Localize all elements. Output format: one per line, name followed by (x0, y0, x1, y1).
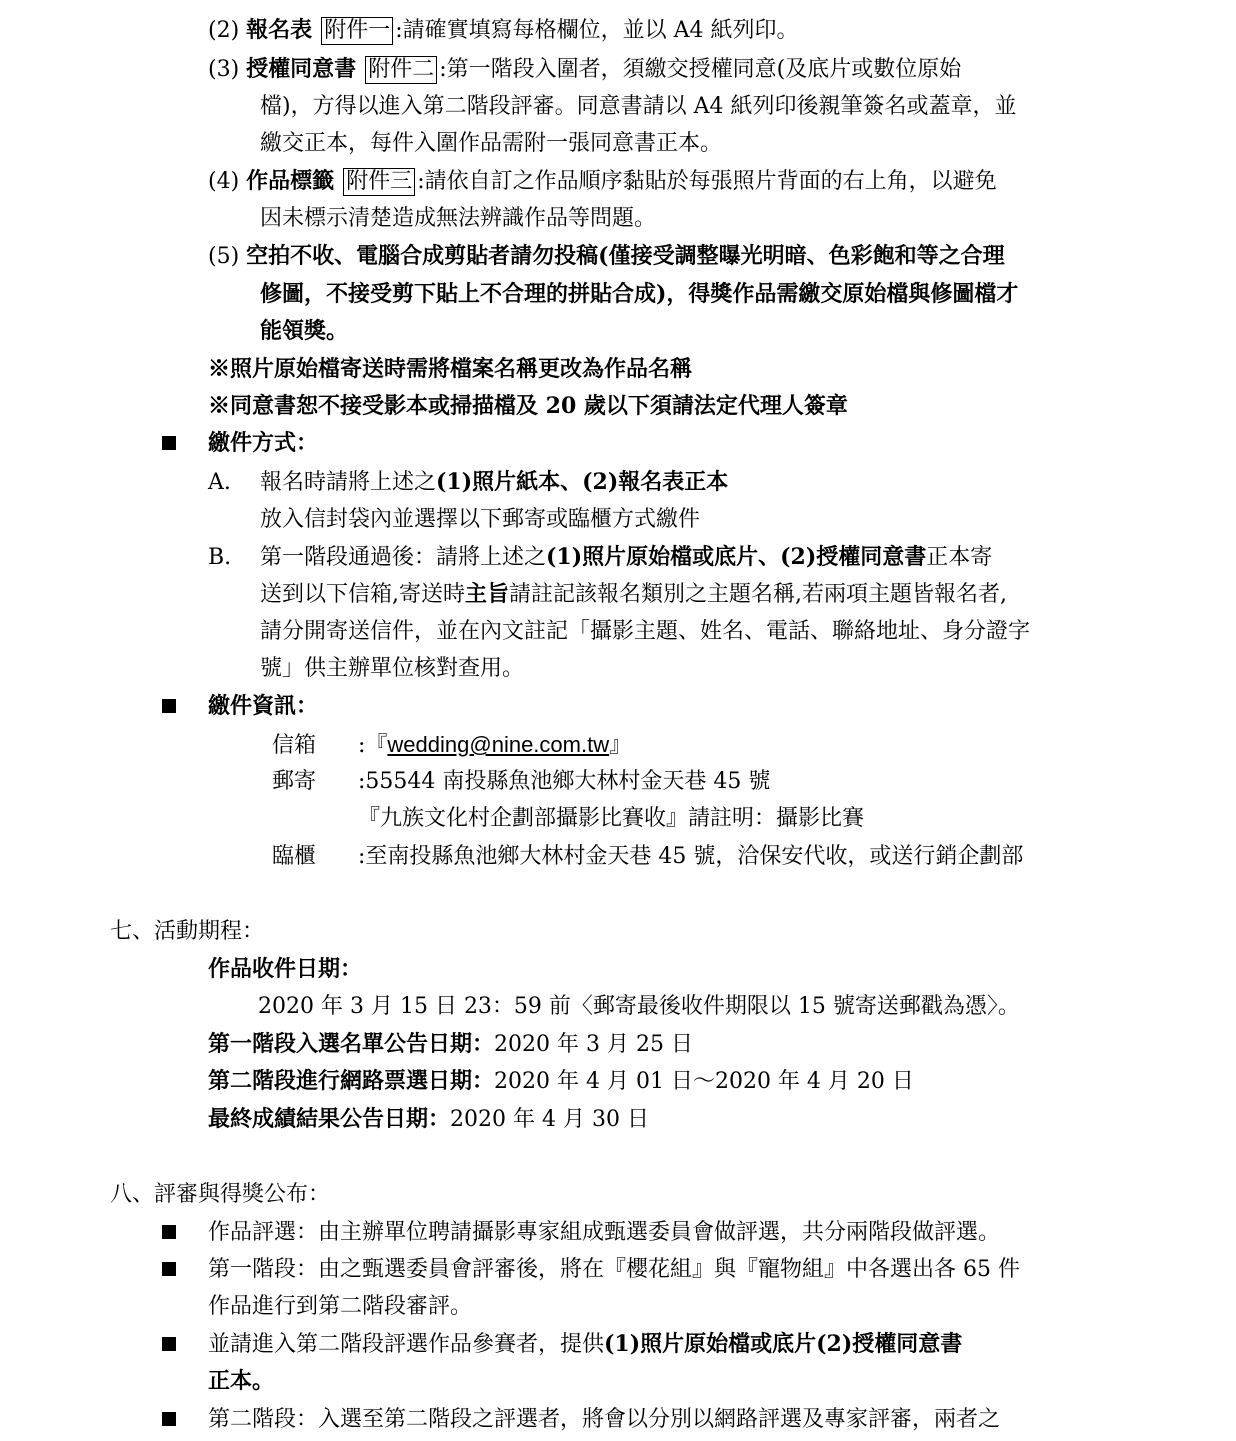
item-title: 授權同意書 (246, 56, 357, 82)
item-5-line3: 能領獎。 (260, 318, 349, 344)
item-title: 報名表 (246, 17, 313, 43)
final-date (208, 1101, 649, 1138)
text-bold: (1)照片原始檔或底片、(2)授權同意書 (546, 544, 927, 570)
item-text: 空拍不收、電腦合成剪貼者請勿投稿(僅接受調整曝光明暗、色彩飽和等之合理 (246, 243, 1005, 269)
judging-p2: 第一階段：由之甄選委員會評審後，將在『櫻花組』與『寵物組』中各選出各 65 件 (208, 1257, 1020, 1282)
submission-a (208, 464, 728, 501)
receive-text: 2020 年 3 月 15 日 23：59 前〈郵寄最後收件期限以 15 號寄送郵戳為憑〉。 (258, 994, 1020, 1019)
item-4-line2: 因未標示清楚造成無法辨識作品等問題。 (260, 206, 657, 231)
item-number: (2) (208, 18, 240, 43)
item-3-line2: 檔)，方得以進入第二階段評審。同意書請以 A4 紙列印後親筆簽名或蓋章，並 (260, 94, 1017, 119)
submission-b-line3: 請分開寄送信件，並在內文註記「攝影主題、姓名、電話、聯絡地址、身分證字 (260, 619, 1031, 644)
field-label: 臨櫃 (272, 844, 317, 869)
judging-heading: 八、評審與得獎公布： (110, 1182, 331, 1207)
judging-p1: 作品評選：由主辦單位聘請攝影專家組成甄選委員會做評選，共分兩階段做評選。 (208, 1220, 1001, 1245)
date-value: 2020 年 4 月 01 日～2020 年 4 月 20 日 (494, 1069, 914, 1094)
text: :『 (358, 733, 388, 758)
schedule-heading: 七、活動期程： (110, 919, 265, 944)
judging-p4: 第二階段：入選至第二階段之評選者，將會以分別以網路評選及專家評審，兩者之 (208, 1407, 1001, 1432)
info-post-row (272, 763, 770, 800)
item-text: :請確實填寫每格欄位，並以 A4 紙列印。 (395, 18, 799, 43)
attachment-label: 附件二 (365, 56, 437, 84)
judging-p3-line2: 正本。 (208, 1368, 275, 1394)
submission-b (208, 539, 992, 576)
attachment-label: 附件三 (343, 168, 415, 196)
item-number: (5) (208, 244, 240, 269)
list-letter: A. (208, 470, 231, 495)
judging-p3 (208, 1326, 962, 1363)
submission-b-line4: 號」供主辦單位核對查用。 (260, 656, 525, 681)
item-text: :請依自訂之作品順序黏貼於每張照片背面的右上角，以避免 (417, 169, 997, 194)
text-bold: (1)照片原始檔或底片(2)授權同意書 (604, 1331, 963, 1357)
judging-p2-line2: 作品進行到第二階段審評。 (208, 1294, 473, 1319)
text-bold: 主旨 (465, 581, 510, 607)
text: :至南投縣魚池鄉大林村金天巷 45 號，洽保安代收，或送行銷企劃部 (358, 844, 1024, 869)
item-5 (208, 238, 1005, 275)
item-3 (208, 51, 961, 88)
square-bullet-icon (162, 1337, 176, 1351)
item-number: (3) (208, 57, 240, 82)
text: 』 (609, 733, 632, 758)
item-3-line3: 繳交正本，每件入圍作品需附一張同意書正本。 (260, 131, 723, 156)
item-number: (4) (208, 169, 240, 194)
submission-heading: 繳件方式： (208, 430, 319, 456)
info-email-row (272, 726, 631, 764)
info-counter-row (272, 838, 1023, 875)
stage2-date (208, 1063, 914, 1100)
submission-b-line2 (260, 576, 1007, 613)
field-label: 郵寄 (272, 769, 317, 794)
submission-a-line2: 放入信封袋內並選擇以下郵寄或臨櫃方式繳件 (260, 507, 701, 532)
item-title: 作品標籤 (246, 168, 335, 194)
note-1: ※照片原始檔寄送時需將檔案名稱更改為作品名稱 (208, 356, 693, 382)
text: 報名時請將上述之 (260, 470, 437, 495)
field-label: 信箱 (272, 733, 317, 758)
receive-label: 作品收件日期： (208, 956, 363, 982)
attachment-label: 附件一 (321, 17, 393, 45)
email-link[interactable]: wedding@nine.com.tw (387, 732, 610, 757)
date-value: 2020 年 4 月 30 日 (450, 1107, 649, 1132)
item-4 (208, 163, 997, 200)
note-2: ※同意書恕不接受影本或掃描檔及 20 歲以下須請法定代理人簽章 (208, 393, 848, 419)
square-bullet-icon (162, 1262, 176, 1276)
square-bullet-icon (162, 1412, 176, 1426)
text-bold: (1)照片紙本、(2)報名表正本 (436, 469, 729, 495)
text: 並請進入第二階段評選作品參賽者，提供 (208, 1332, 605, 1357)
item-text: :第一階段入圍者，須繳交授權同意(及底片或數位原始 (439, 57, 962, 82)
square-bullet-icon (162, 436, 176, 450)
info-heading: 繳件資訊： (208, 693, 319, 719)
text: 送到以下信箱,寄送時 (260, 582, 465, 607)
text: :55544 南投縣魚池鄉大林村金天巷 45 號 (358, 769, 771, 794)
date-label: 第二階段進行網路票選日期： (208, 1068, 495, 1094)
text: 第一階段通過後：請將上述之 (260, 545, 547, 570)
stage1-date (208, 1026, 693, 1063)
date-label: 第一階段入選名單公告日期： (208, 1031, 495, 1057)
date-value: 2020 年 3 月 25 日 (494, 1032, 693, 1057)
square-bullet-icon (162, 1225, 176, 1239)
square-bullet-icon (162, 699, 176, 713)
text: 請註記該報名類別之主題名稱,若兩項主題皆報名者, (509, 582, 1008, 607)
item-5-line2: 修圖，不接受剪下貼上不合理的拼貼合成)，得獎作品需繳交原始檔與修圖檔才 (260, 281, 1019, 307)
item-2 (208, 12, 799, 49)
text: 正本寄 (926, 545, 993, 570)
date-label: 最終成績結果公告日期： (208, 1106, 451, 1132)
list-letter: B. (208, 545, 232, 570)
info-post-row2: 『九族文化村企劃部攝影比賽收』請註明：攝影比賽 (358, 806, 865, 831)
